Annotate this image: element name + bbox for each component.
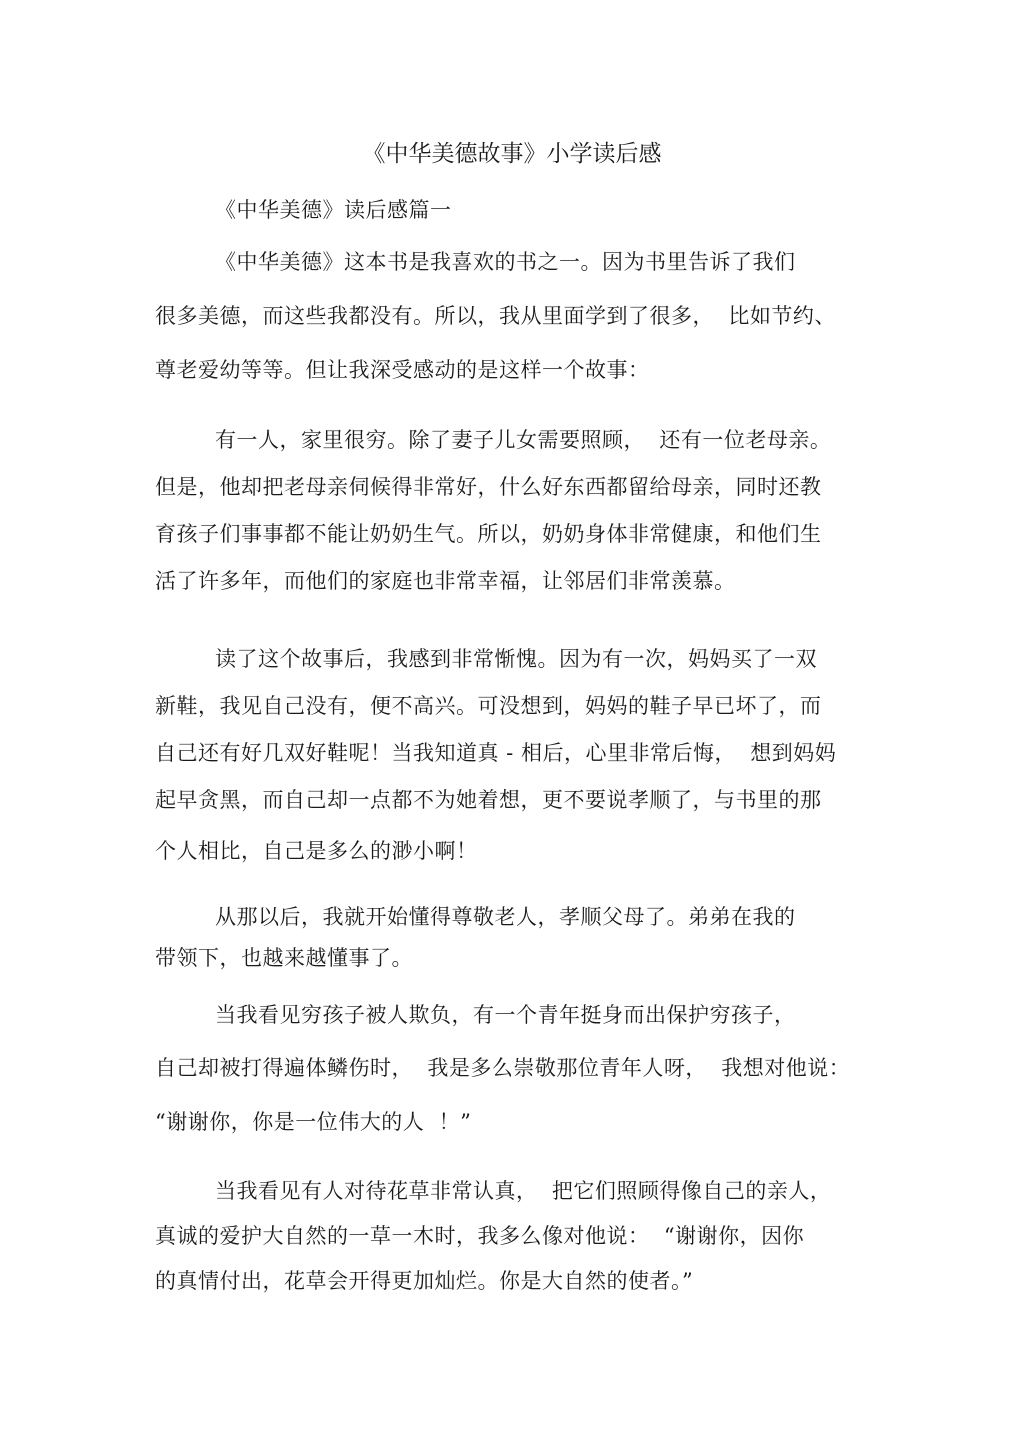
paragraph-6-line-3: 的真情付出，花草会开得更加灿烂。你是大自然的使者。” <box>155 1269 694 1293</box>
paragraph-5-line-3: “谢谢你，你是一位伟大的人 ！” <box>155 1110 472 1134</box>
paragraph-3-line-3: 自己还有好几双好鞋呢！当我知道真 - 相后，心里非常后悔， 想到妈妈 <box>155 741 837 765</box>
paragraph-1-line-3: 尊老爱幼等等。但让我深受感动的是这样一个故事： <box>155 358 650 382</box>
paragraph-3-line-5: 个人相比，自己是多么的渺小啊！ <box>155 839 478 863</box>
paragraph-5-line-1: 当我看见穷孩子被人欺负，有一个青年挺身而出保护穷孩子， <box>215 1003 796 1027</box>
paragraph-3-line-2: 新鞋，我见自己没有，便不高兴。可没想到，妈妈的鞋子早已坏了，而 <box>155 694 822 718</box>
paragraph-3-line-4: 起早贪黑，而自己却一点都不为她着想，更不要说孝顺了，与书里的那 <box>155 788 822 812</box>
paragraph-6-line-1: 当我看见有人对待花草非常认真， 把它们照顾得像自己的亲人， <box>215 1179 832 1203</box>
paragraph-2-line-1: 有一人，家里很穷。除了妻子儿女需要照顾， 还有一位老母亲。 <box>215 428 832 452</box>
paragraph-2-line-2: 但是，他却把老母亲伺候得非常好，什么好东西都留给母亲，同时还教 <box>155 475 822 499</box>
document-title: 《中华美德故事》小学读后感 <box>362 141 662 167</box>
paragraph-1-line-1: 《中华美德》这本书是我喜欢的书之一。因为书里告诉了我们 <box>215 250 796 274</box>
paragraph-5-line-2: 自己却被打得遍体鳞伤时， 我是多么崇敬那位青年人呀， 我想对他说： <box>155 1056 851 1080</box>
paragraph-4-line-2: 带领下，也越来越懂事了。 <box>155 946 413 970</box>
paragraph-1-line-2: 很多美德，而这些我都没有。所以，我从里面学到了很多， 比如节约、 <box>155 304 836 328</box>
paragraph-6-line-2: 真诚的爱护大自然的一草一木时，我多么像对他说： “谢谢你，因你 <box>155 1224 805 1248</box>
paragraph-2-line-3: 育孩子们事事都不能让奶奶生气。所以，奶奶身体非常健康，和他们生 <box>155 522 822 546</box>
paragraph-2-line-4: 活了许多年，而他们的家庭也非常幸福，让邻居们非常羡慕。 <box>155 569 736 593</box>
section-heading: 《中华美德》读后感篇一 <box>215 198 452 222</box>
paragraph-4-line-1: 从那以后，我就开始懂得尊敬老人，孝顺父母了。弟弟在我的 <box>215 905 796 929</box>
paragraph-3-line-1: 读了这个故事后，我感到非常惭愧。因为有一次，妈妈买了一双 <box>215 647 817 671</box>
